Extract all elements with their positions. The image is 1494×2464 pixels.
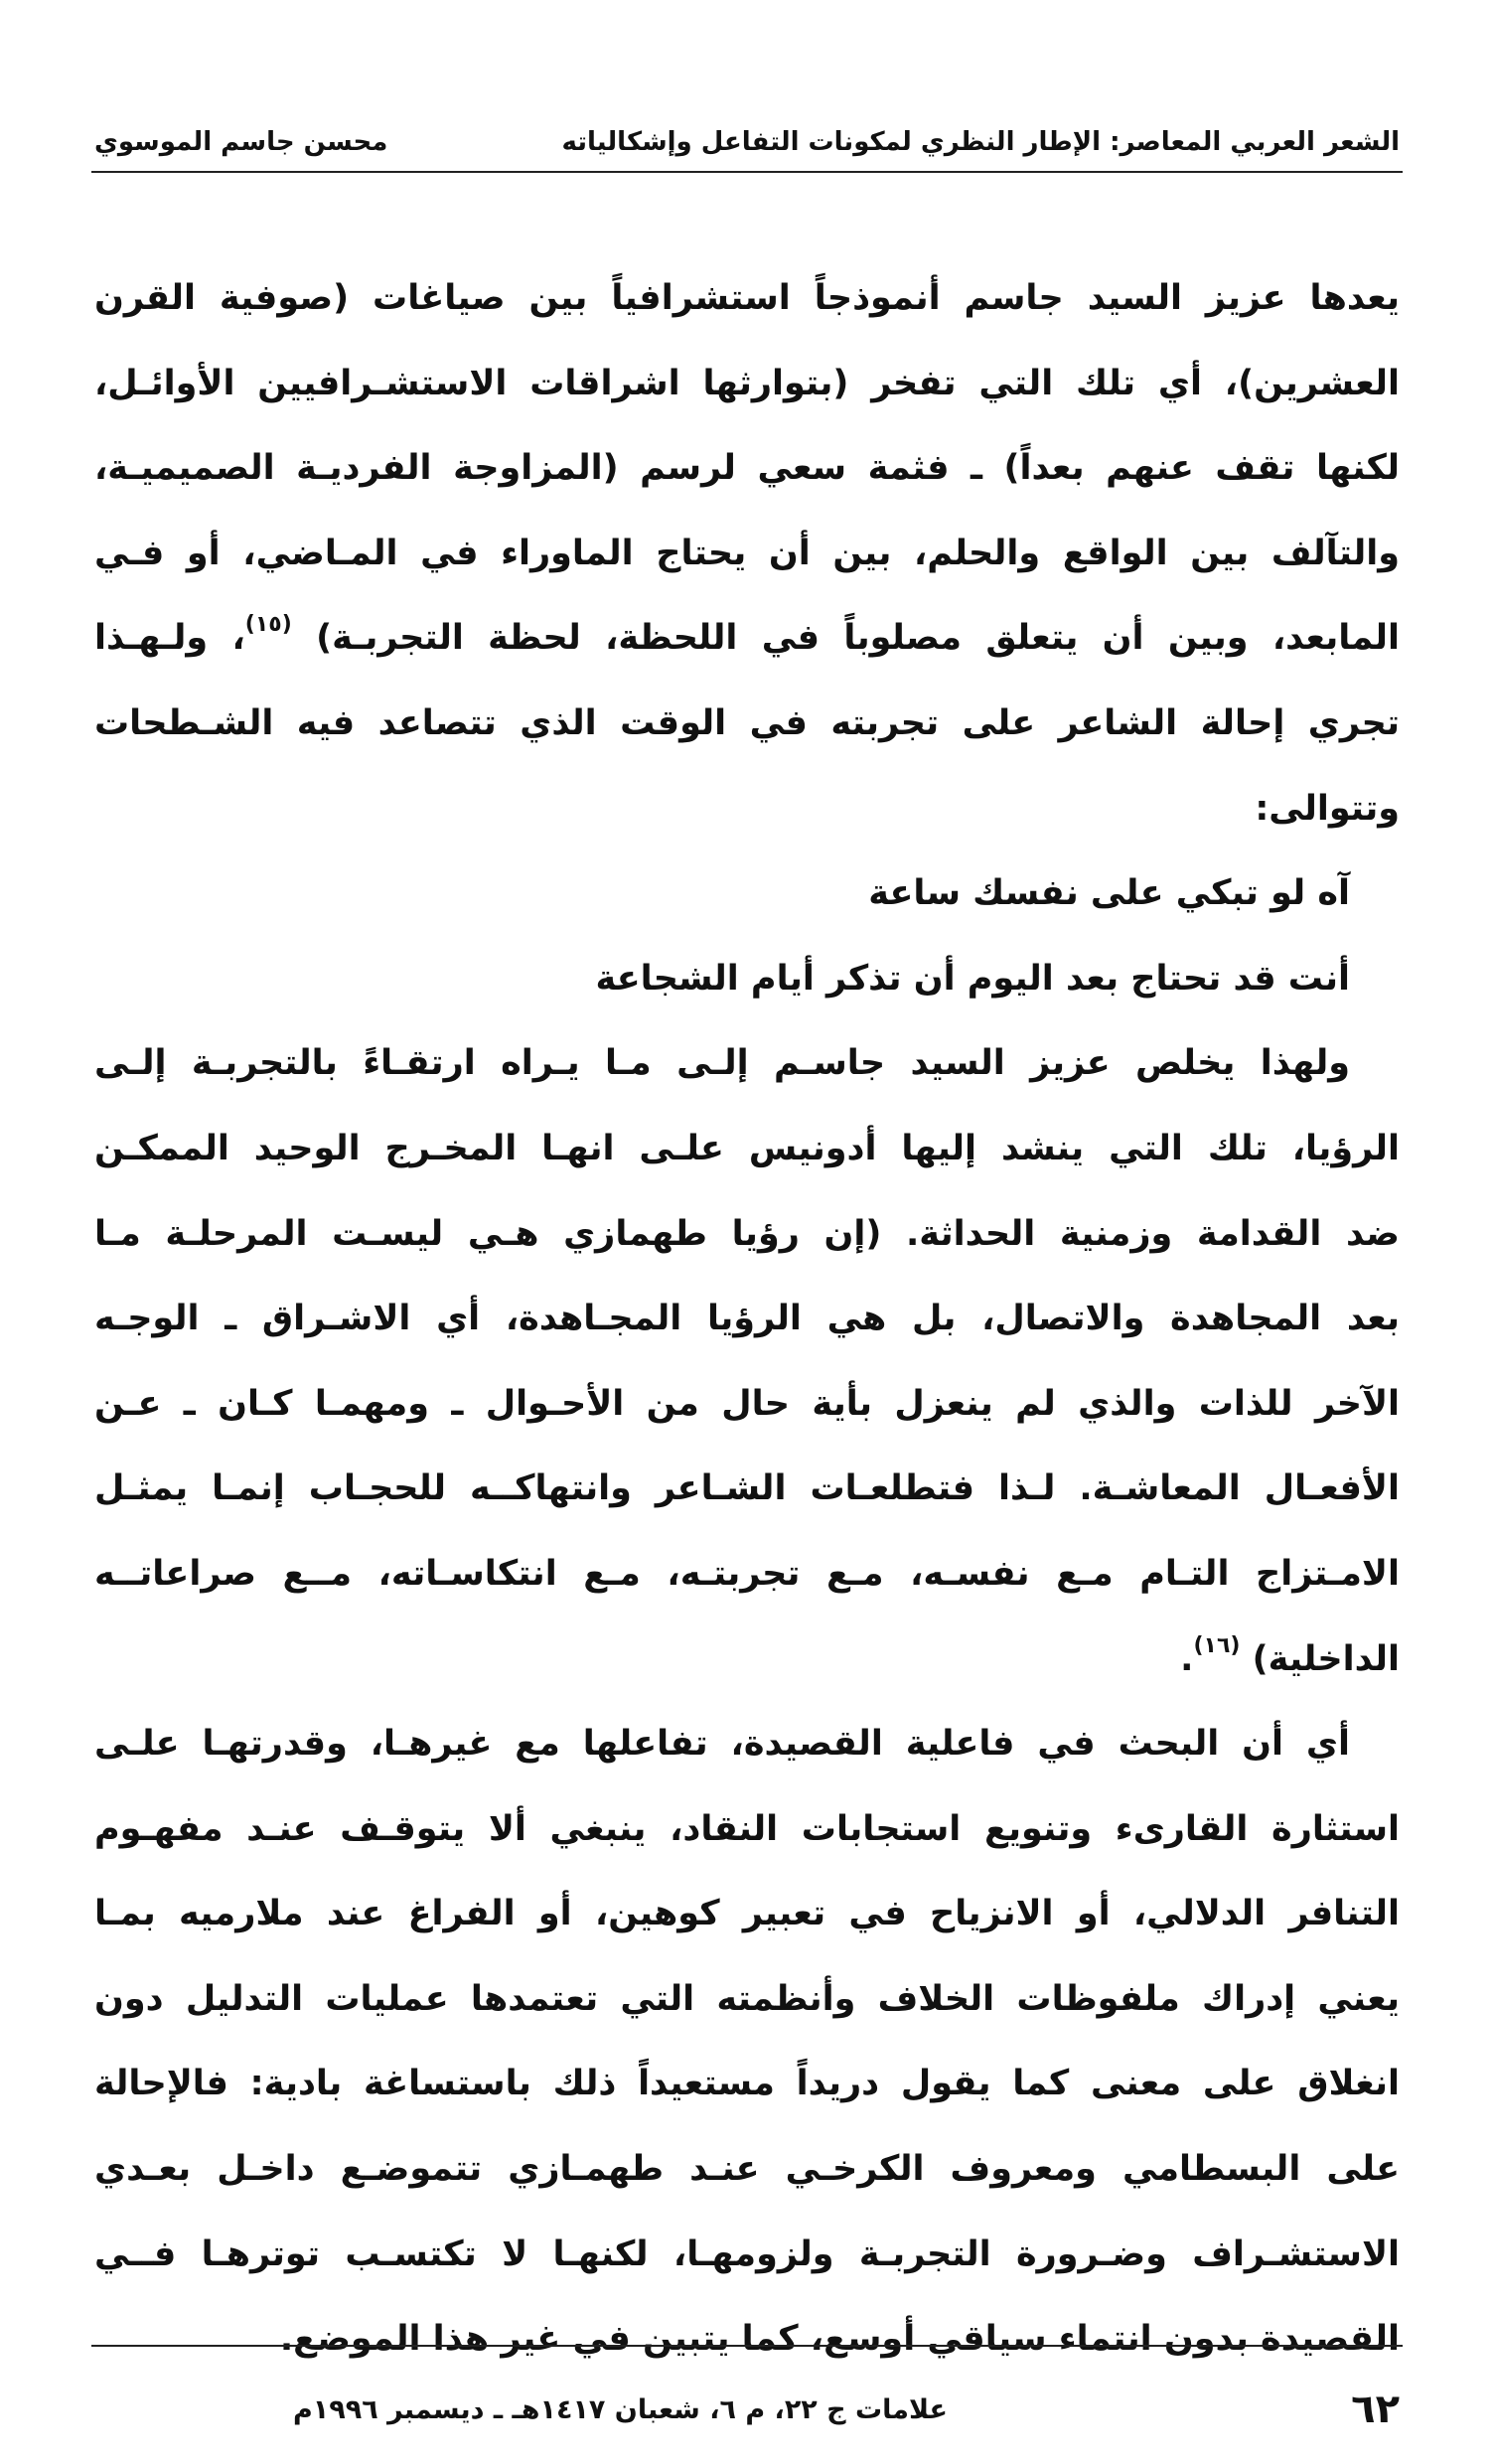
text-line: الاستشـراف وضـرورة التجربـة ولزومهـا، لكنهـا لا تكتسـب توترهـا فــي — [94, 2233, 1400, 2274]
header-author: محسن جاسم الموسوي — [94, 127, 388, 157]
page-footer — [94, 2380, 1400, 2439]
text-line: وتتوالى: — [1255, 788, 1400, 829]
text-line: التنافر الدلالي، أو الانزياح في تعبير كوهين، أو الفراغ عند ملارميه بمـا — [94, 1894, 1400, 1934]
body-text — [94, 256, 1400, 2383]
text-line: ولهذا يخلص عزيز السيد جاسـم إلـى مـا يـراه ارتقـاءً بالتجربـة إلـى — [94, 1043, 1350, 1084]
journal-info: علامات ج ٢٢، م ٦، شعبان ١٤١٧هـ ـ ديسمبر ١٩٩٦م — [293, 2393, 948, 2425]
text-line: انغلاق على معنى كما يقول دريداً مستعيداً ذلك باستساغة بادية: فالإحالة — [94, 2064, 1400, 2104]
text-line: استثارة القارىء وتنويع استجابات النقاد، ينبغي ألا يتوقـف عنـد مفهـوم — [94, 1808, 1400, 1849]
text-line: والتآلف بين الواقع والحلم، بين أن يحتاج الماوراء في المـاضي، أو فـي — [94, 533, 1400, 573]
text-line-with-footnote — [94, 596, 1400, 682]
running-header — [94, 117, 1400, 167]
text-segment: ، ولـهـذا — [94, 618, 245, 659]
text-segment: . — [1180, 1638, 1194, 1679]
text-line: أي أن البحث في فاعلية القصيدة، تفاعلها مع غيرهـا، وقدرتهـا علـى — [94, 1724, 1350, 1765]
text-segment: الداخلية) — [1252, 1638, 1400, 1679]
text-line: لكنها تقف عنهم بعداً) ـ فثمة سعي لرسم (المزاوجة الفرديـة الصميميـة، — [94, 448, 1400, 489]
text-line: الامـتزاج التـام مـع نفسـه، مـع تجربتـه، مـع انتكاسـاته، مــع صراعاتــه — [94, 1553, 1400, 1594]
footer-divider — [91, 2345, 1403, 2347]
text-line: على البسطامي ومعروف الكرخـي عنـد طهمـازي تتموضـع داخـل بعـدي — [94, 2149, 1400, 2190]
page-number: ٦٢ — [1351, 2387, 1400, 2432]
text-line: بعد المجاهدة والاتصال، بل هي الرؤيا المجـاهدة، أي الاشـراق ـ الوجـه — [94, 1299, 1400, 1339]
text-line: العشرين)، أي تلك التي تفخر (بتوارثها اشراقات الاستشـرافيين الأوائـل، — [94, 363, 1400, 403]
text-line: يعني إدراك ملفوظات الخلاف وأنظمته التي تعتمدها عمليات التدليل دون — [94, 1978, 1400, 2019]
verse-line: أنت قد تحتاج بعد اليوم أن تذكر أيام الشجاعة — [595, 958, 1350, 999]
verse-line: آه لو تبكي على نفسك ساعة — [868, 873, 1350, 914]
header-title: الشعر العربي المعاصر: الإطار النظري لمكونات التفاعل وإشكالياته — [561, 127, 1400, 157]
text-line: القصيدة بدون انتماء سياقي أوسع، كما يتبين في غير هذا الموضع. — [279, 2319, 1400, 2360]
text-line: يعدها عزيز السيد جاسم أنموذجاً استشرافياً بين صياغات (صوفية القرن — [94, 278, 1400, 318]
text-line: الرؤيا، تلك التي ينشد إليها أدونيس علـى انهـا المخـرج الوحيد الممكـن — [94, 1128, 1400, 1168]
footnote-ref-16: (١٦) — [1193, 1632, 1241, 1658]
text-line: الآخر للذات والذي لم ينعزل بأية حال من الأحـوال ـ ومهمـا كـان ـ عـن — [94, 1383, 1400, 1424]
footnote-ref-15: (١٥) — [244, 612, 292, 638]
text-line-with-footnote — [94, 1617, 1400, 1703]
text-segment: المابعد، وبين أن يتعلق مصلوباً في اللحظة، لحظة التجربـة) — [316, 618, 1400, 659]
text-line: الأفعـال المعاشـة. لـذا فتطلعـات الشـاعر وانتهاكــه للحجـاب إنمـا يمثـل — [94, 1468, 1400, 1509]
text-line: ضد القدامة وزمنية الحداثة. (إن رؤيا طهمازي هـي ليسـت المرحلـة مـا — [94, 1213, 1400, 1254]
header-divider — [91, 171, 1403, 173]
text-line: تجري إحالة الشاعر على تجربته في الوقت الذي تتصاعد فيه الشـطحات — [94, 702, 1400, 743]
